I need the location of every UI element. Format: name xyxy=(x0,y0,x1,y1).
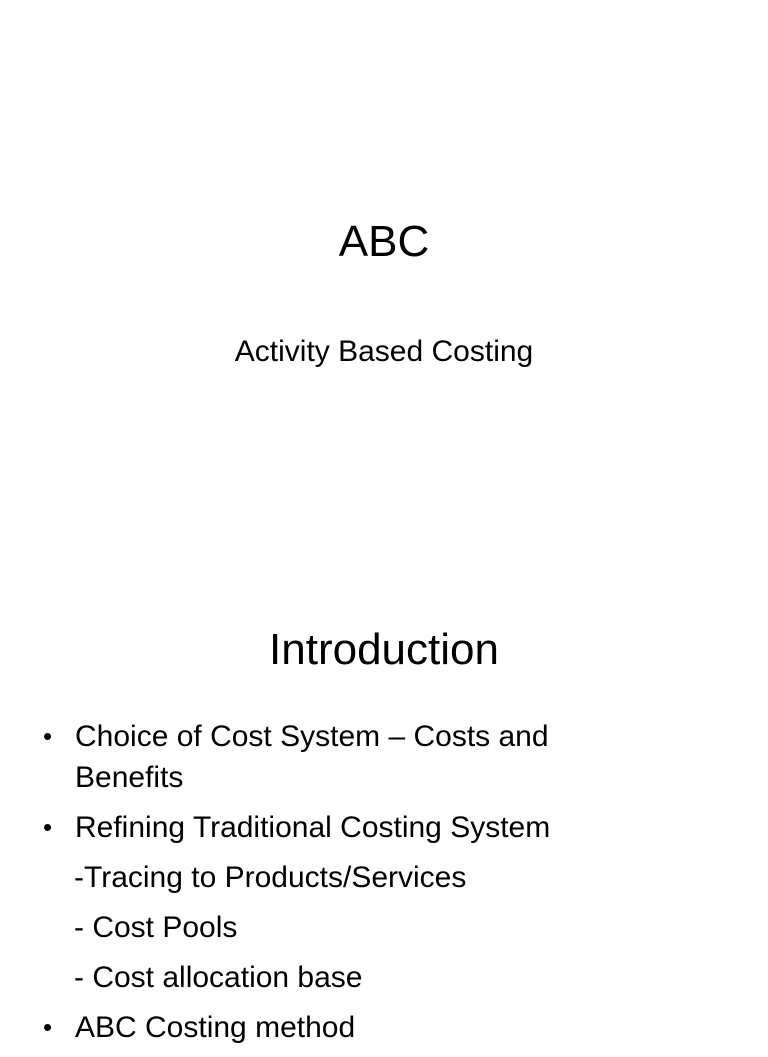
sub-item: - Cost Pools xyxy=(74,911,238,944)
bullet-icon: • xyxy=(43,812,53,842)
bullet-item xyxy=(0,1007,768,1048)
bullet-icon: • xyxy=(43,721,53,751)
bullet-icon: • xyxy=(43,1012,53,1042)
sub-item: -Tracing to Products/Services xyxy=(74,861,467,894)
slide-title: ABC xyxy=(338,217,430,266)
bullet-item xyxy=(0,716,768,798)
sub-item: - Cost allocation base xyxy=(74,961,363,994)
slide-title: Introduction xyxy=(269,625,499,674)
bullet-item xyxy=(0,807,768,848)
bullet-text: ABC Costing method xyxy=(75,1011,356,1044)
introduction-slide xyxy=(0,560,768,1044)
bullet-text: Choice of Cost System – Costs and Benefits xyxy=(75,720,549,794)
slide-subtitle: Activity Based Costing xyxy=(234,335,534,368)
bullet-list xyxy=(0,716,768,1057)
bullet-text: Refining Traditional Costing System xyxy=(75,811,551,844)
